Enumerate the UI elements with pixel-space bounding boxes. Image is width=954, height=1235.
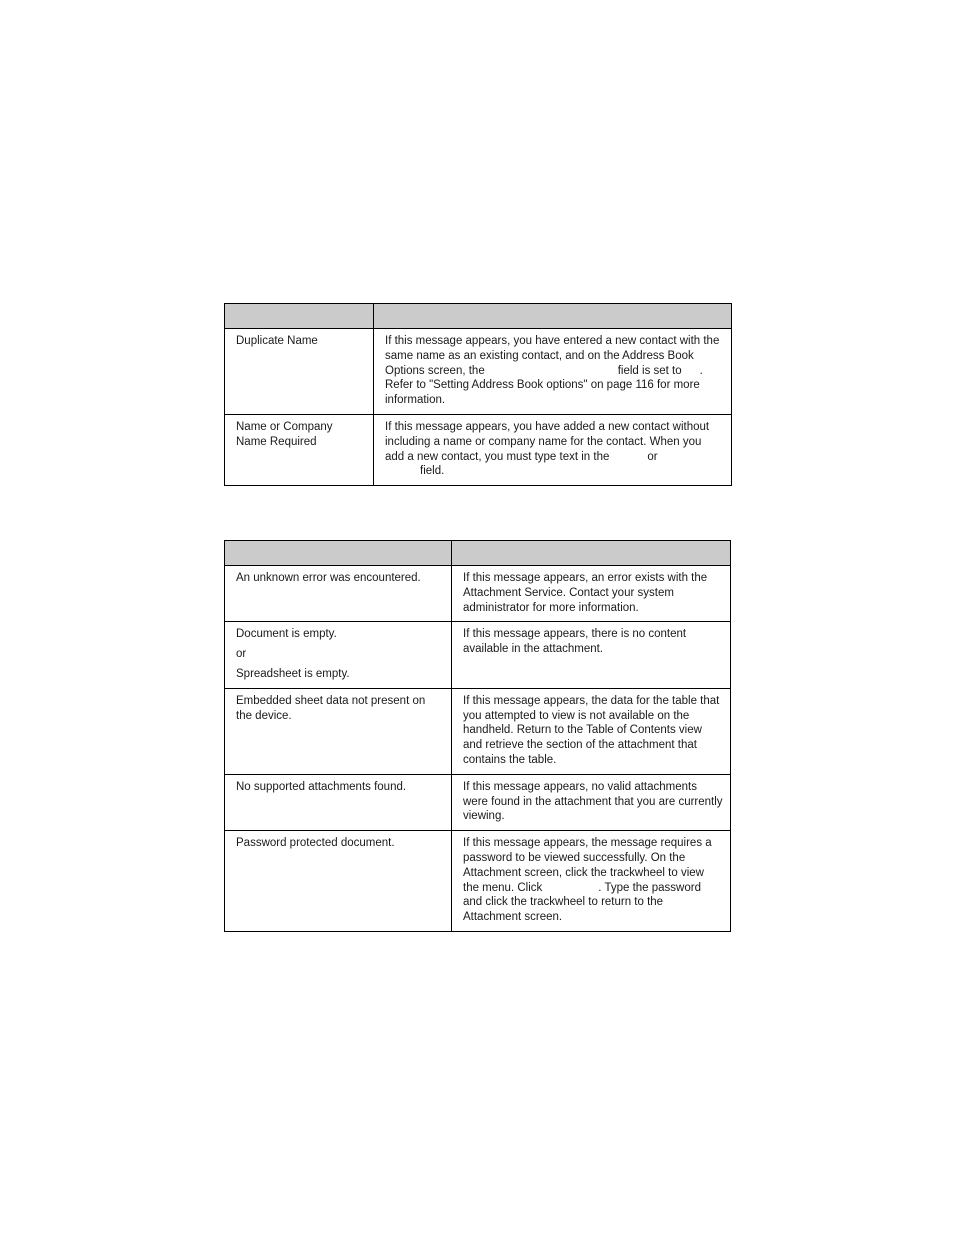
message-cell [225,688,452,774]
description-text: If this message appears, there is no content available in the attachment. [463,628,687,656]
description-line: Refer to "Setting Address Book options" on page 116 for more [385,379,700,392]
description-text [452,831,730,931]
message-line: Document is empty. [236,628,337,641]
message-line: or [236,648,247,661]
description-cell [452,566,731,622]
description-line: If this message appears, you have entered a new contact with the [385,335,720,347]
message-text: An unknown error was encountered. [236,572,421,584]
table-header-row [225,541,731,566]
message-text: Embedded sheet data not present on the device. [236,694,426,722]
description-cell [452,774,731,830]
description-line: If this message appears, the message requires a [463,837,712,850]
attachment-messages-table [224,540,731,932]
description-line: including a name or company name for the contact. When you [385,435,702,448]
description-line: Attachment screen, click the trackwheel to view [463,866,704,879]
description-text: If this message appears, no valid attachments were found in the attachment that you are currently viewing. [463,780,723,823]
header-message [225,541,452,566]
message-cell [225,414,374,485]
message-text [225,622,451,687]
table-row [225,414,732,485]
description-text: If this message appears, an error exists with the Attachment Service. Contact your system administrator for more information. [463,572,708,614]
description-line: field. [420,465,445,478]
table-row [225,329,732,415]
description-cell [374,414,732,485]
description-cell [452,688,731,774]
description-line: Options screen, the field is set to . [385,364,703,377]
description-text [374,415,731,485]
message-cell [225,831,452,932]
table-row [225,688,731,774]
table-header-row [225,304,732,329]
header-description [452,541,731,566]
header-message [225,304,374,329]
message-text: Password protected document. [236,837,395,850]
table-row [225,774,731,830]
table-row [225,622,731,688]
description-line: password to be viewed successfully. On the [463,851,686,864]
message-line: Spreadsheet is empty. [236,667,350,680]
description-line: add a new contact, you must type text in the or [385,450,658,463]
description-cell [452,831,731,932]
message-text: No supported attachments found. [236,780,407,793]
message-cell [225,622,452,688]
description-cell [452,622,731,688]
description-line: and click the trackwheel to return to the [463,896,664,909]
message-cell [225,329,374,415]
message-text: Name or Company Name Required [236,420,333,448]
description-text: If this message appears, the data for the table that you attempted to view is not available on the handheld. Return to the Table of Contents view and retrieve the section of the attachment that contains the table. [463,694,720,766]
description-text [374,329,731,414]
description-line: information. [385,394,446,407]
description-line: Attachment screen. [463,911,563,924]
table-row [225,831,731,932]
description-line: If this message appears, you have added a new contact without [385,420,710,433]
message-text: Duplicate Name [236,335,318,347]
header-description [374,304,732,329]
message-cell [225,566,452,622]
address-book-messages-table [224,303,732,486]
description-cell [374,329,732,415]
table-row [225,566,731,622]
description-line: the menu. Click . Type the password [463,881,701,894]
message-cell [225,774,452,830]
description-line: same name as an existing contact, and on the Address Book [385,349,694,362]
